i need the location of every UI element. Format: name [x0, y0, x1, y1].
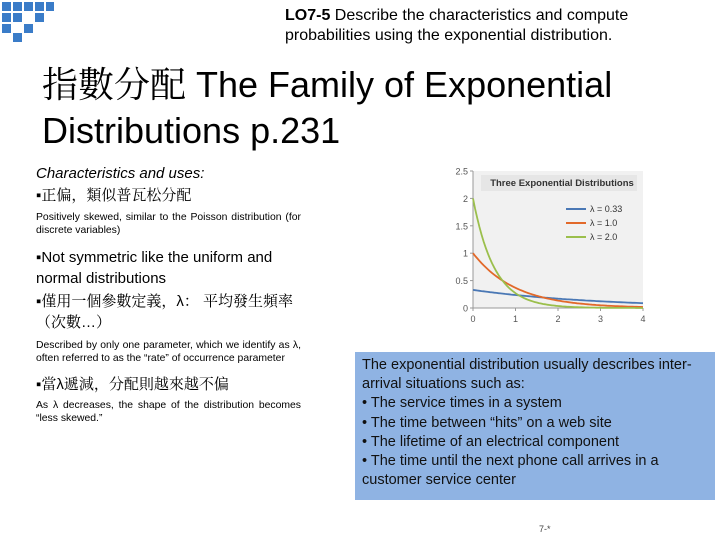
- bullet-lambda-decreases-zh: ▪當λ遞減，分配則越來越不偏: [36, 376, 229, 393]
- box-item: • The lifetime of an electrical component: [362, 433, 620, 450]
- legend-label: λ = 1.0: [590, 218, 618, 228]
- plot-area: [473, 171, 643, 308]
- applications-box: [355, 352, 715, 500]
- left-column: [36, 164, 301, 425]
- learning-objective: [285, 6, 715, 46]
- y-tick-label: 2.5: [455, 166, 468, 177]
- para-lambda-decreases: As λ decreases, the shape of the distribution becomes “less skewed.”: [36, 400, 301, 424]
- y-tick-label: 1: [462, 248, 468, 259]
- bullet-one-parameter-zh: ▪僅用一個參數定義，λ： 平均發生頻率（次數…）: [36, 293, 293, 331]
- x-tick-label: 4: [640, 314, 646, 324]
- y-tick-label: 0.5: [455, 276, 468, 287]
- x-tick-label: 0: [470, 314, 476, 324]
- bullet-positively-skewed-zh: ▪正偏，類似普瓦松分配: [36, 187, 192, 204]
- para-one-parameter: Described by only one parameter, which we identify as λ, often referred to as the “rate” of occurrence parameter: [36, 340, 301, 364]
- subheading: Characteristics and uses:: [36, 165, 205, 182]
- box-item: • The service times in a system: [362, 395, 562, 412]
- lo-code: LO7-5: [285, 7, 331, 24]
- x-tick-label: 2: [555, 314, 561, 324]
- x-tick-label: 1: [512, 314, 519, 324]
- lo-text: Describe the characteristics and compute probabilities using the exponential distribution.: [285, 7, 629, 44]
- page-number: 7-*: [539, 524, 551, 534]
- x-tick-label: 3: [597, 314, 604, 324]
- exponential-chart: [440, 160, 660, 330]
- legend-label: λ = 0.33: [590, 204, 623, 214]
- para-positively-skewed: Positively skewed, similar to the Poisson distribution (for discrete variables): [36, 212, 301, 236]
- chart-title: Three Exponential Distributions: [490, 178, 634, 189]
- y-tick-label: 1.5: [455, 221, 468, 232]
- legend-label: λ = 2.0: [590, 232, 618, 242]
- y-tick-label: 0: [462, 303, 468, 314]
- logo-icon: [2, 2, 54, 42]
- box-item: • The time between “hits” on a web site: [362, 414, 612, 431]
- box-item: • The time until the next phone call arrives in a customer service center: [362, 453, 659, 489]
- bullet-not-symmetric: ▪Not symmetric like the uniform and normal distributions: [36, 249, 273, 287]
- slide-title: 指數分配 The Family of Exponential Distributions p.231: [42, 64, 613, 151]
- y-tick-label: 2: [462, 193, 468, 204]
- box-intro: The exponential distribution usually describes inter-arrival situations such as:: [362, 357, 692, 393]
